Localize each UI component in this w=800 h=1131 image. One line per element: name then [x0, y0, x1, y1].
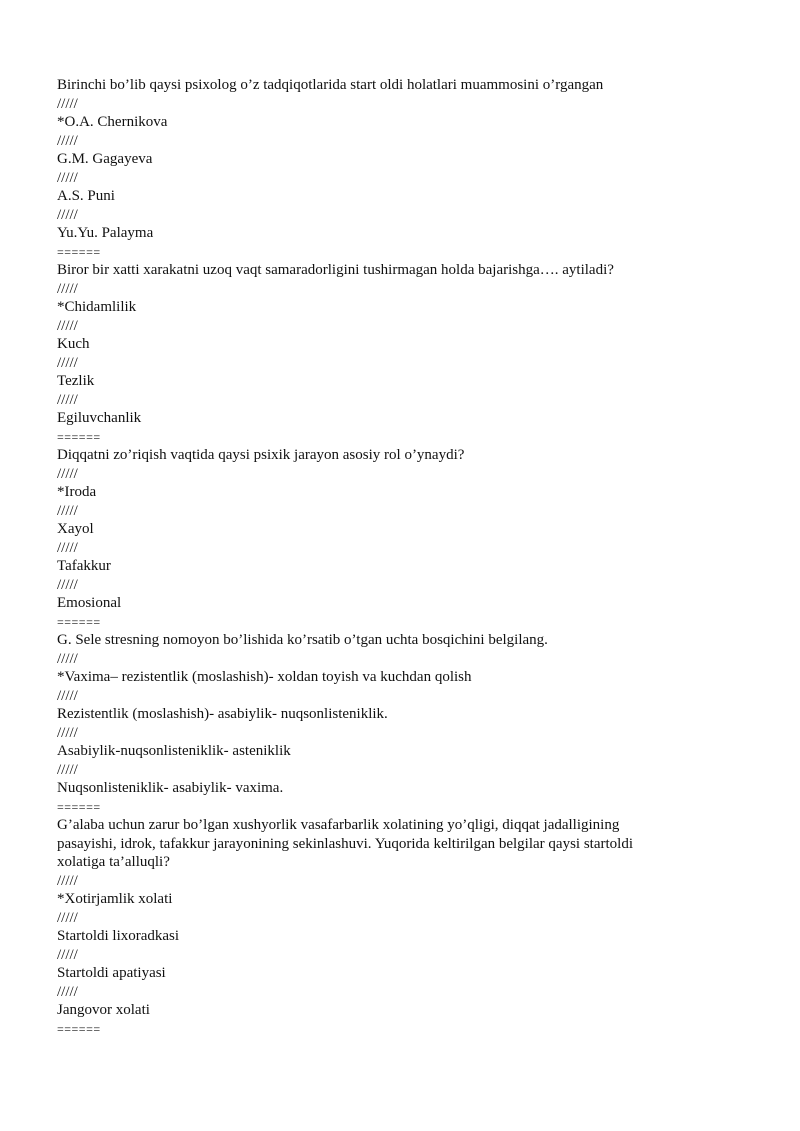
answer-separator: /////: [57, 354, 78, 371]
question-separator: ======: [57, 614, 101, 629]
answer-option: Tezlik: [57, 373, 95, 389]
answer-separator: /////: [57, 909, 78, 926]
answer-option: Egiluvchanlik: [57, 410, 142, 426]
question-block-3: [57, 446, 697, 631]
question-separator: ======: [57, 1021, 101, 1036]
answer-separator: /////: [57, 983, 78, 1000]
answer-option: Yu.Yu. Palayma: [57, 225, 154, 241]
question-block-5: [57, 816, 697, 1038]
answer-option: Jangovor xolati: [57, 1002, 150, 1018]
answer-separator: /////: [57, 724, 78, 741]
question-block-4: [57, 631, 697, 816]
answer-separator: /////: [57, 502, 78, 519]
answer-option: Tafakkur: [57, 558, 111, 574]
question-text-line: G’alaba uchun zarur bo’lgan xushyorlik vasafarbarlik xolatining yo’qligi, diqqat jadalligining: [57, 817, 620, 833]
question-separator: ======: [57, 244, 101, 259]
question-separator: ======: [57, 429, 101, 444]
answer-separator: /////: [57, 872, 78, 889]
question-text-line: xolatiga ta’alluqli?: [57, 854, 170, 870]
answer-separator: /////: [57, 687, 78, 704]
answer-separator: /////: [57, 169, 78, 186]
question-text-line: pasayishi, idrok, tafakkur jarayonining sekinlashuvi. Yuqorida keltirilgan belgilar qaysi startoldi: [57, 835, 633, 852]
answer-option: Startoldi lixoradkasi: [57, 928, 180, 944]
question-block-2: [57, 261, 697, 446]
answer-option: *Chidamlilik: [57, 299, 137, 315]
answer-separator: /////: [57, 576, 78, 593]
answer-option: *Xotirjamlik xolati: [57, 891, 173, 907]
answer-option: Xayol: [57, 521, 94, 537]
answer-separator: /////: [57, 946, 78, 963]
question-block-1: [57, 76, 697, 261]
document-page: [57, 76, 697, 1038]
question-text: Birinchi bo’lib qaysi psixolog o’z tadqiqotlarida start oldi holatlari muammosini o’rgangan: [57, 77, 604, 93]
answer-option: *O.A. Chernikova: [57, 114, 168, 130]
answer-option: *Vaxima– rezistentlik (moslashish)- xoldan toyish va kuchdan qolish: [57, 669, 472, 685]
answer-separator: /////: [57, 280, 78, 297]
answer-separator: /////: [57, 391, 78, 408]
answer-separator: /////: [57, 132, 78, 149]
question-separator: ======: [57, 799, 101, 814]
question-text: Diqqatni zo’riqish vaqtida qaysi psixik jarayon asosiy rol o’ynaydi?: [57, 447, 465, 463]
answer-separator: /////: [57, 465, 78, 482]
answer-option: G.M. Gagayeva: [57, 151, 153, 167]
answer-separator: /////: [57, 761, 78, 778]
answer-separator: /////: [57, 317, 78, 334]
answer-option: *Iroda: [57, 484, 97, 500]
answer-option: Asabiylik-nuqsonlisteniklik- asteniklik: [57, 743, 291, 759]
answer-option: Emosional: [57, 595, 122, 611]
answer-option: Nuqsonlisteniklik- asabiylik- vaxima.: [57, 780, 284, 796]
answer-option: Rezistentlik (moslashish)- asabiylik- nuqsonlisteniklik.: [57, 706, 388, 722]
answer-separator: /////: [57, 539, 78, 556]
answer-separator: /////: [57, 206, 78, 223]
question-text: Biror bir xatti xarakatni uzoq vaqt samaradorligini tushirmagan holda bajarishga…. aytiladi?: [57, 262, 614, 278]
answer-option: Startoldi apatiyasi: [57, 965, 166, 981]
answer-option: Kuch: [57, 336, 90, 352]
answer-separator: /////: [57, 95, 78, 112]
answer-option: A.S. Puni: [57, 188, 115, 204]
answer-separator: /////: [57, 650, 78, 667]
question-text: G. Sele stresning nomoyon bo’lishida ko’rsatib o’tgan uchta bosqichini belgilang.: [57, 632, 548, 648]
